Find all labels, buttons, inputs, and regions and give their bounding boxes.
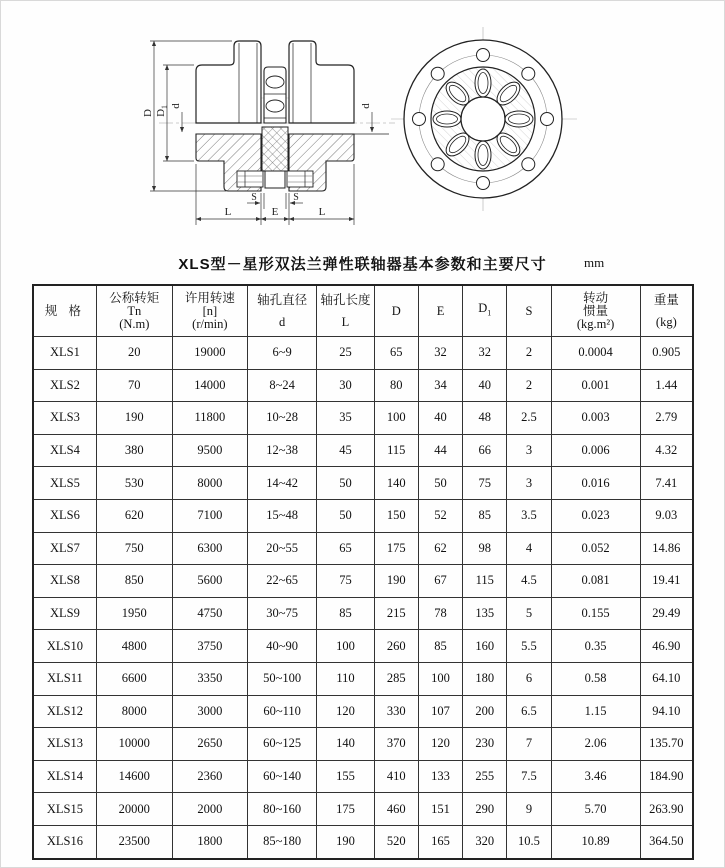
header-E: E bbox=[418, 285, 462, 337]
value-cell: 115 bbox=[374, 434, 418, 467]
value-cell: 19.41 bbox=[640, 565, 693, 598]
value-cell: 3 bbox=[507, 434, 551, 467]
value-cell: 15~48 bbox=[247, 499, 316, 532]
dim-label-E: E bbox=[271, 206, 279, 218]
section-view bbox=[142, 41, 395, 225]
value-cell: 10.5 bbox=[507, 825, 551, 858]
value-cell: 98 bbox=[463, 532, 507, 565]
header-D: D bbox=[374, 285, 418, 337]
table-row bbox=[33, 825, 693, 858]
dim-label-L-right: L bbox=[318, 206, 326, 218]
header-torque: 公称转矩 Tn (N.m) bbox=[96, 285, 172, 337]
value-cell: 6.5 bbox=[507, 695, 551, 728]
value-cell: 75 bbox=[463, 467, 507, 500]
value-cell: 25 bbox=[317, 337, 374, 370]
value-cell: 12~38 bbox=[247, 434, 316, 467]
spec-cell: XLS10 bbox=[33, 630, 96, 663]
table-row bbox=[33, 434, 693, 467]
value-cell: 410 bbox=[374, 760, 418, 793]
value-cell: 100 bbox=[418, 662, 462, 695]
value-cell: 7.5 bbox=[507, 760, 551, 793]
value-cell: 215 bbox=[374, 597, 418, 630]
value-cell: 255 bbox=[463, 760, 507, 793]
value-cell: 20000 bbox=[96, 793, 172, 826]
value-cell: 115 bbox=[463, 565, 507, 598]
table-row bbox=[33, 695, 693, 728]
value-cell: 32 bbox=[463, 337, 507, 370]
value-cell: 6600 bbox=[96, 662, 172, 695]
value-cell: 0.905 bbox=[640, 337, 693, 370]
value-cell: 190 bbox=[374, 565, 418, 598]
value-cell: 50~100 bbox=[247, 662, 316, 695]
value-cell: 5600 bbox=[172, 565, 247, 598]
value-cell: 2000 bbox=[172, 793, 247, 826]
value-cell: 135.70 bbox=[640, 728, 693, 761]
value-cell: 4750 bbox=[172, 597, 247, 630]
value-cell: 14~42 bbox=[247, 467, 316, 500]
hub-right-upper bbox=[289, 41, 354, 123]
value-cell: 30 bbox=[317, 369, 374, 402]
value-cell: 140 bbox=[374, 467, 418, 500]
dim-label-d-right: d bbox=[360, 103, 372, 109]
value-cell: 8000 bbox=[172, 467, 247, 500]
value-cell: 10~28 bbox=[247, 402, 316, 435]
table-row bbox=[33, 565, 693, 598]
value-cell: 2.5 bbox=[507, 402, 551, 435]
value-cell: 285 bbox=[374, 662, 418, 695]
value-cell: 1800 bbox=[172, 825, 247, 858]
value-cell: 45 bbox=[317, 434, 374, 467]
value-cell: 10.89 bbox=[551, 825, 640, 858]
dim-label-L-left: L bbox=[224, 206, 232, 218]
unit-label: mm bbox=[584, 255, 605, 270]
value-cell: 120 bbox=[317, 695, 374, 728]
value-cell: 7 bbox=[507, 728, 551, 761]
dim-label-D1: $D_1$ bbox=[155, 105, 169, 117]
header-bore-length: 轴孔长度 L bbox=[317, 285, 374, 337]
value-cell: 190 bbox=[317, 825, 374, 858]
value-cell: 160 bbox=[463, 630, 507, 663]
table-row bbox=[33, 499, 693, 532]
value-cell: 4.5 bbox=[507, 565, 551, 598]
value-cell: 9500 bbox=[172, 434, 247, 467]
dim-label-D: D bbox=[142, 109, 154, 117]
value-cell: 5 bbox=[507, 597, 551, 630]
value-cell: 135 bbox=[463, 597, 507, 630]
value-cell: 263.90 bbox=[640, 793, 693, 826]
value-cell: 0.023 bbox=[551, 499, 640, 532]
value-cell: 6300 bbox=[172, 532, 247, 565]
spec-cell: XLS1 bbox=[33, 337, 96, 370]
value-cell: 29.49 bbox=[640, 597, 693, 630]
value-cell: 3.46 bbox=[551, 760, 640, 793]
value-cell: 200 bbox=[463, 695, 507, 728]
header-weight: 重量 (kg) bbox=[640, 285, 693, 337]
value-cell: 184.90 bbox=[640, 760, 693, 793]
value-cell: 620 bbox=[96, 499, 172, 532]
value-cell: 19000 bbox=[172, 337, 247, 370]
value-cell: 60~140 bbox=[247, 760, 316, 793]
value-cell: 120 bbox=[418, 728, 462, 761]
dim-label-S-left: S bbox=[251, 192, 257, 203]
spec-cell: XLS13 bbox=[33, 728, 96, 761]
value-cell: 100 bbox=[317, 630, 374, 663]
header-S: S bbox=[507, 285, 551, 337]
value-cell: 50 bbox=[317, 499, 374, 532]
value-cell: 11800 bbox=[172, 402, 247, 435]
table-row bbox=[33, 760, 693, 793]
value-cell: 20~55 bbox=[247, 532, 316, 565]
value-cell: 34 bbox=[418, 369, 462, 402]
petal-section bbox=[266, 100, 284, 112]
value-cell: 52 bbox=[418, 499, 462, 532]
spec-cell: XLS15 bbox=[33, 793, 96, 826]
value-cell: 85 bbox=[418, 630, 462, 663]
value-cell: 85 bbox=[317, 597, 374, 630]
value-cell: 180 bbox=[463, 662, 507, 695]
value-cell: 290 bbox=[463, 793, 507, 826]
value-cell: 165 bbox=[418, 825, 462, 858]
value-cell: 0.58 bbox=[551, 662, 640, 695]
value-cell: 66 bbox=[463, 434, 507, 467]
value-cell: 4.32 bbox=[640, 434, 693, 467]
value-cell: 80~160 bbox=[247, 793, 316, 826]
spec-cell: XLS5 bbox=[33, 467, 96, 500]
dim-label-S-right: S bbox=[293, 192, 299, 203]
value-cell: 100 bbox=[374, 402, 418, 435]
value-cell: 4800 bbox=[96, 630, 172, 663]
spec-cell: XLS6 bbox=[33, 499, 96, 532]
value-cell: 14600 bbox=[96, 760, 172, 793]
value-cell: 60~125 bbox=[247, 728, 316, 761]
value-cell: 3750 bbox=[172, 630, 247, 663]
value-cell: 0.081 bbox=[551, 565, 640, 598]
value-cell: 4 bbox=[507, 532, 551, 565]
value-cell: 40 bbox=[418, 402, 462, 435]
value-cell: 85~180 bbox=[247, 825, 316, 858]
header-inertia: 转动 惯量 (kg.m²) bbox=[551, 285, 640, 337]
value-cell: 6 bbox=[507, 662, 551, 695]
spec-cell: XLS14 bbox=[33, 760, 96, 793]
value-cell: 175 bbox=[317, 793, 374, 826]
value-cell: 520 bbox=[374, 825, 418, 858]
value-cell: 46.90 bbox=[640, 630, 693, 663]
value-cell: 2 bbox=[507, 337, 551, 370]
value-cell: 150 bbox=[374, 499, 418, 532]
value-cell: 380 bbox=[96, 434, 172, 467]
value-cell: 65 bbox=[317, 532, 374, 565]
value-cell: 0.0004 bbox=[551, 337, 640, 370]
value-cell: 0.001 bbox=[551, 369, 640, 402]
value-cell: 110 bbox=[317, 662, 374, 695]
value-cell: 3350 bbox=[172, 662, 247, 695]
title-row bbox=[1, 253, 724, 275]
value-cell: 750 bbox=[96, 532, 172, 565]
value-cell: 64.10 bbox=[640, 662, 693, 695]
value-cell: 40~90 bbox=[247, 630, 316, 663]
spec-cell: XLS11 bbox=[33, 662, 96, 695]
value-cell: 5.5 bbox=[507, 630, 551, 663]
value-cell: 22~65 bbox=[247, 565, 316, 598]
front-view bbox=[391, 27, 577, 211]
value-cell: 35 bbox=[317, 402, 374, 435]
value-cell: 0.006 bbox=[551, 434, 640, 467]
table-row bbox=[33, 402, 693, 435]
spec-cell: XLS9 bbox=[33, 597, 96, 630]
value-cell: 2650 bbox=[172, 728, 247, 761]
value-cell: 0.35 bbox=[551, 630, 640, 663]
petal-section bbox=[266, 76, 284, 88]
dim-label-d-left: d bbox=[170, 103, 182, 109]
spec-cell: XLS7 bbox=[33, 532, 96, 565]
value-cell: 190 bbox=[96, 402, 172, 435]
value-cell: 0.016 bbox=[551, 467, 640, 500]
spec-table bbox=[32, 284, 694, 860]
value-cell: 62 bbox=[418, 532, 462, 565]
value-cell: 2.06 bbox=[551, 728, 640, 761]
page-title: XLS型－星形双法兰弹性联轴器基本参数和主要尺寸 bbox=[178, 256, 547, 273]
value-cell: 1950 bbox=[96, 597, 172, 630]
value-cell: 32 bbox=[418, 337, 462, 370]
table-row bbox=[33, 662, 693, 695]
value-cell: 3000 bbox=[172, 695, 247, 728]
value-cell: 23500 bbox=[96, 825, 172, 858]
bolt-detail-right bbox=[287, 171, 313, 187]
table-row bbox=[33, 597, 693, 630]
table-row bbox=[33, 467, 693, 500]
value-cell: 370 bbox=[374, 728, 418, 761]
value-cell: 30~75 bbox=[247, 597, 316, 630]
value-cell: 50 bbox=[418, 467, 462, 500]
value-cell: 80 bbox=[374, 369, 418, 402]
value-cell: 60~110 bbox=[247, 695, 316, 728]
value-cell: 260 bbox=[374, 630, 418, 663]
value-cell: 140 bbox=[317, 728, 374, 761]
value-cell: 67 bbox=[418, 565, 462, 598]
table-row bbox=[33, 337, 693, 370]
value-cell: 0.052 bbox=[551, 532, 640, 565]
value-cell: 460 bbox=[374, 793, 418, 826]
value-cell: 78 bbox=[418, 597, 462, 630]
hub-left-upper bbox=[196, 41, 261, 123]
table-row bbox=[33, 793, 693, 826]
value-cell: 133 bbox=[418, 760, 462, 793]
value-cell: 3.5 bbox=[507, 499, 551, 532]
value-cell: 85 bbox=[463, 499, 507, 532]
value-cell: 3 bbox=[507, 467, 551, 500]
value-cell: 48 bbox=[463, 402, 507, 435]
value-cell: 2 bbox=[507, 369, 551, 402]
value-cell: 7.41 bbox=[640, 467, 693, 500]
spec-cell: XLS2 bbox=[33, 369, 96, 402]
value-cell: 330 bbox=[374, 695, 418, 728]
value-cell: 175 bbox=[374, 532, 418, 565]
value-cell: 850 bbox=[96, 565, 172, 598]
value-cell: 40 bbox=[463, 369, 507, 402]
spec-cell: XLS4 bbox=[33, 434, 96, 467]
spec-cell: XLS3 bbox=[33, 402, 96, 435]
header-spec: 规 格 bbox=[33, 285, 96, 337]
value-cell: 94.10 bbox=[640, 695, 693, 728]
value-cell: 364.50 bbox=[640, 825, 693, 858]
value-cell: 151 bbox=[418, 793, 462, 826]
sleeve-lower bbox=[265, 171, 285, 188]
spec-cell: XLS16 bbox=[33, 825, 96, 858]
value-cell: 8~24 bbox=[247, 369, 316, 402]
value-cell: 230 bbox=[463, 728, 507, 761]
value-cell: 75 bbox=[317, 565, 374, 598]
header-row bbox=[33, 285, 693, 337]
value-cell: 1.44 bbox=[640, 369, 693, 402]
value-cell: 8000 bbox=[96, 695, 172, 728]
value-cell: 10000 bbox=[96, 728, 172, 761]
header-bore-diameter: 轴孔直径 d bbox=[247, 285, 316, 337]
value-cell: 20 bbox=[96, 337, 172, 370]
value-cell: 65 bbox=[374, 337, 418, 370]
value-cell: 14.86 bbox=[640, 532, 693, 565]
value-cell: 320 bbox=[463, 825, 507, 858]
star-element-upper bbox=[264, 67, 286, 123]
value-cell: 50 bbox=[317, 467, 374, 500]
header-speed: 许用转速 [n] (r/min) bbox=[172, 285, 247, 337]
header-D1: $D_1$ bbox=[463, 285, 507, 337]
value-cell: 70 bbox=[96, 369, 172, 402]
bolt-detail-left bbox=[237, 171, 263, 187]
value-cell: 9.03 bbox=[640, 499, 693, 532]
value-cell: 7100 bbox=[172, 499, 247, 532]
value-cell: 0.003 bbox=[551, 402, 640, 435]
value-cell: 107 bbox=[418, 695, 462, 728]
value-cell: 44 bbox=[418, 434, 462, 467]
value-cell: 2.79 bbox=[640, 402, 693, 435]
value-cell: 14000 bbox=[172, 369, 247, 402]
value-cell: 5.70 bbox=[551, 793, 640, 826]
star-element-lower bbox=[262, 127, 288, 171]
value-cell: 2360 bbox=[172, 760, 247, 793]
value-cell: 155 bbox=[317, 760, 374, 793]
value-cell: 530 bbox=[96, 467, 172, 500]
spec-cell: XLS12 bbox=[33, 695, 96, 728]
value-cell: 0.155 bbox=[551, 597, 640, 630]
coupling-technical-drawing bbox=[1, 1, 724, 247]
spec-cell: XLS8 bbox=[33, 565, 96, 598]
value-cell: 6~9 bbox=[247, 337, 316, 370]
center-bore-circle bbox=[461, 97, 505, 141]
table-row bbox=[33, 630, 693, 663]
value-cell: 1.15 bbox=[551, 695, 640, 728]
value-cell: 9 bbox=[507, 793, 551, 826]
table-row bbox=[33, 369, 693, 402]
table-row bbox=[33, 728, 693, 761]
table-row bbox=[33, 532, 693, 565]
